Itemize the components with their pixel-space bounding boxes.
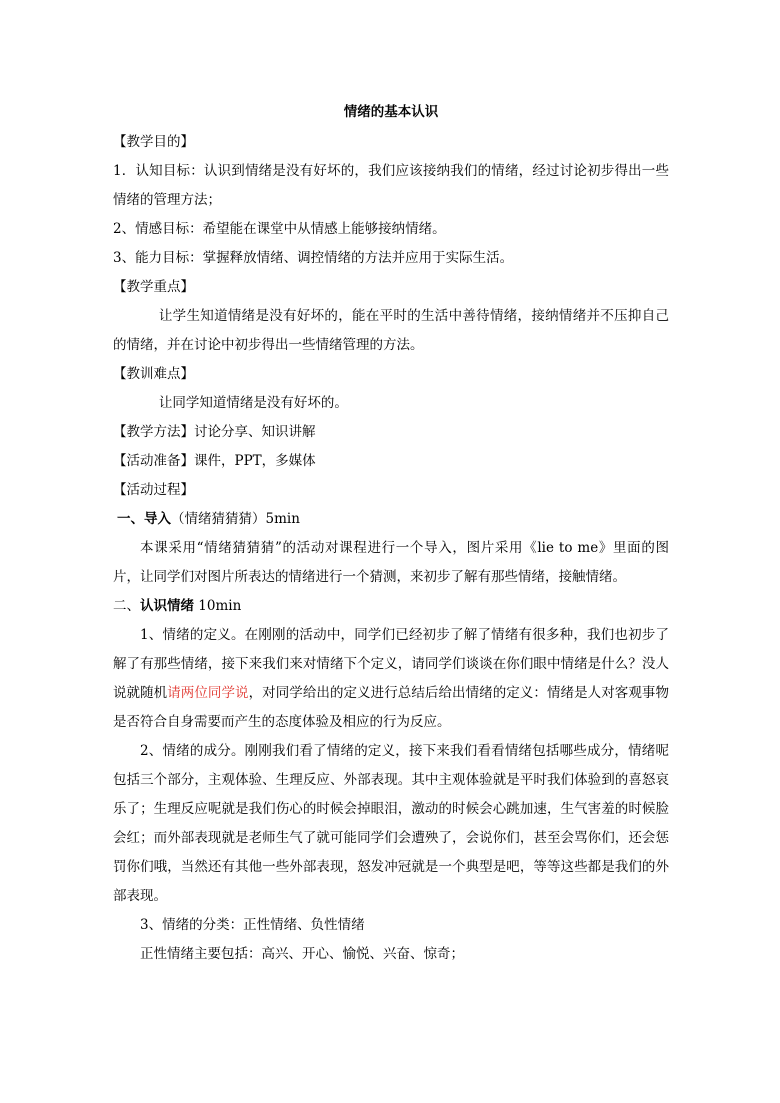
section-1-text: 本课采用“情绪猜猜猜”的活动对课程进行一个导入，图片采用《lie to me》里面的图片，让同学们对图片所表达的情绪进行一个猜测，来初步了解有那些情绪，接触情绪。 [113, 540, 669, 585]
teaching-key-text: 让学生知道情绪是没有好坏的，能在平时的生活中善待情绪，接纳情绪并不压抑自己的情绪，并在讨论中初步得出一些情绪管理的方法。 [113, 308, 669, 353]
paragraph-emotion-definition-a: 1、情绪的定义。在刚刚的活动中，同学们已经初步了解了情绪有很多种，我们也初步了解了有那些情绪，接下来我们来对情绪下个定义，请同学们谈谈在你们眼中情绪是什么？没人说就随机 [113, 627, 669, 701]
activity-prep-label: 【活动准备】 [113, 453, 194, 469]
section-1-heading [113, 505, 669, 534]
teaching-method-line [113, 418, 669, 447]
section-1-title: 导入 [144, 511, 171, 527]
heading-teaching-key: 【教学重点】 [113, 279, 194, 295]
section-2-subtitle: 10min [194, 598, 242, 614]
heading-teaching-goal: 【教学目的】 [113, 134, 194, 150]
paragraph-emotion-components: 2、情绪的成分。刚刚我们看了情绪的定义，接下来我们看看情绪包括哪些成分，情绪呢包括三个部分，主观体验、生理反应、外部表现。其中主观体验就是平时我们体验到的喜怒哀乐了；生理反应呢就是我们伤心的时候会掉眼泪，激动的时候会心跳加速，生气害羞的时候脸会红；而外部表现就是老师生气了就可能同学们会遭殃了，会说你们，甚至会骂你们，还会惩罚你们哦，当然还有其他一些外部表现，怒发冲冠就是一个典型是吧，等等这些都是我们的外部表现。 [113, 743, 669, 904]
section-1-prefix: 一、 [117, 511, 144, 527]
paragraph-positive-emotions: 正性情绪主要包括：高兴、开心、愉悦、兴奋、惊奇； [140, 946, 464, 962]
teaching-difficulty-text: 让同学知道情绪是没有好坏的。 [158, 395, 348, 411]
heading-activity-process: 【活动过程】 [113, 482, 194, 498]
teaching-method-label: 【教学方法】 [113, 424, 194, 440]
document-title: 情绪的基本认识 [343, 104, 439, 120]
section-1-subtitle: （情绪猜猜猜）5min [171, 511, 300, 527]
activity-prep-line [113, 447, 669, 476]
goal-cognitive: 1．认知目标：认识到情绪是没有好坏的，我们应该接纳我们的情绪，经过讨论初步得出一些情绪的管理方法； [113, 163, 669, 208]
paragraph-emotion-definition-b: ，对同学给出的定义进行总结后给出情绪的定义：情绪是人对客观事物是否符合自身需要而产生的态度体验及相应的行为反应。 [113, 685, 669, 730]
highlighted-text: 请两位同学说 [167, 685, 249, 701]
teaching-method-text: 讨论分享、知识讲解 [194, 424, 316, 440]
goal-ability: 3、能力目标：掌握释放情绪、调控情绪的方法并应用于实际生活。 [113, 250, 514, 266]
goal-emotional: 2、情感目标：希望能在课堂中从情感上能够接纳情绪。 [113, 221, 446, 237]
activity-prep-text: 课件，PPT，多媒体 [194, 453, 316, 469]
document-body [113, 98, 669, 969]
section-2-title: 认识情绪 [140, 598, 194, 614]
paragraph-emotion-classification: 3、情绪的分类：正性情绪、负性情绪 [140, 917, 365, 933]
paragraph-emotion-definition [113, 621, 669, 737]
section-2-heading [113, 592, 669, 621]
heading-teaching-difficulty: 【教训难点】 [113, 366, 194, 382]
section-2-prefix: 二、 [113, 598, 140, 614]
